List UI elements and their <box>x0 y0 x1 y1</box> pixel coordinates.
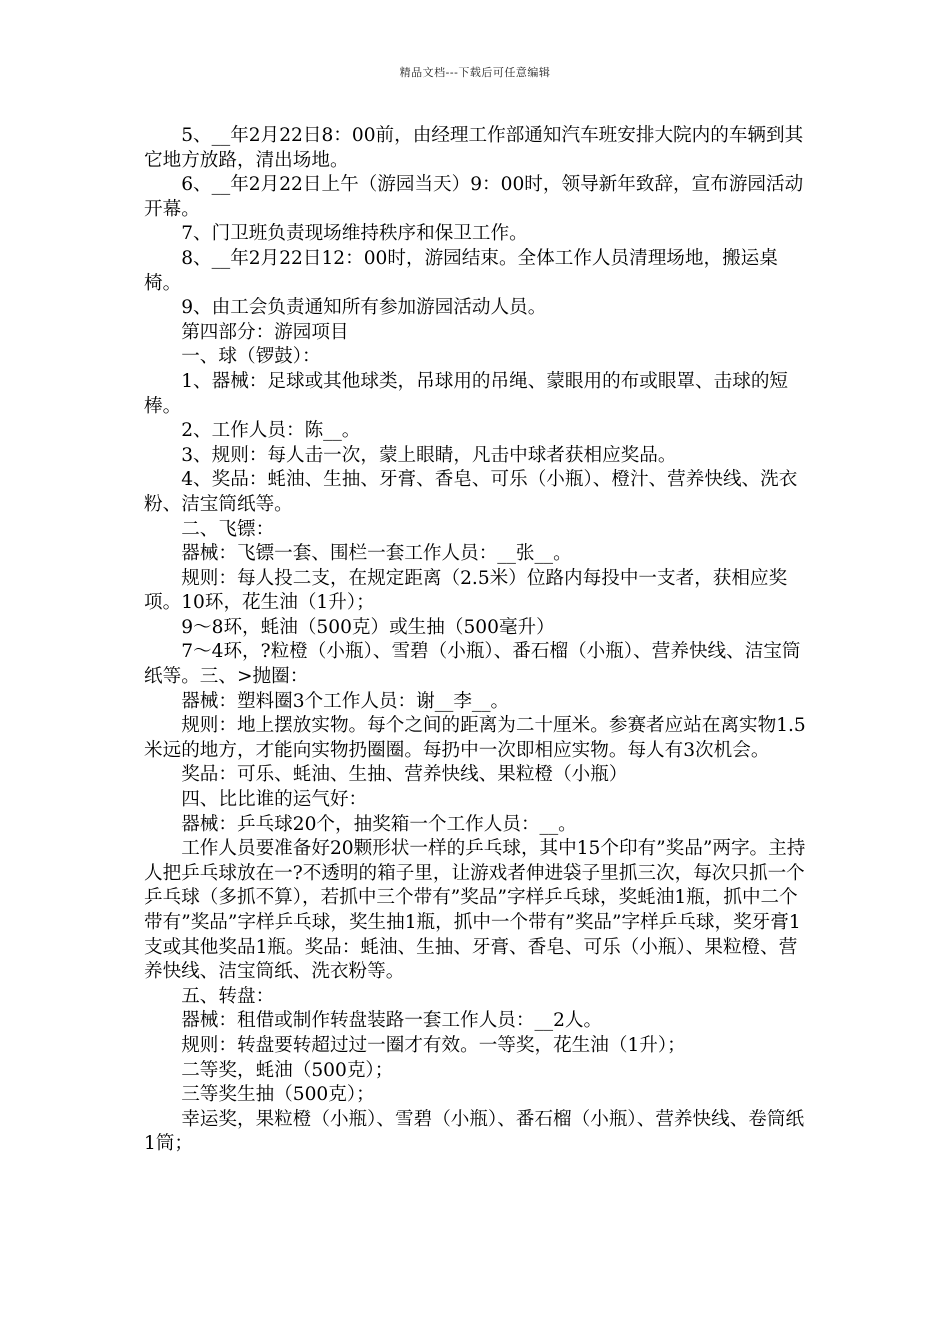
paragraph: 规则：每人投二支，在规定距离（2.5米）位路内每投中一支者，获相应奖项。10环，花生油（1升）； <box>144 567 788 614</box>
item-heading: 二、飞镖： <box>181 518 275 540</box>
paragraph: 7～4环，?粒橙（小瓶）、雪碧（小瓶）、番石榴（小瓶）、营养快线、洁宝筒纸等。三、>抛圈： <box>144 641 801 688</box>
paragraph: 3、规则：每人击一次，蒙上眼睛，凡击中球者获相应奖品。 <box>181 444 677 466</box>
paragraph: 规则：地上摆放实物。每个之间的距离为二十厘米。参赛者应站在离实物1.5米远的地方，才能向实物扔圈圈。每扔中一次即相应实物。每人有3次机会。 <box>144 715 806 761</box>
paragraph: 8、__年2月22日12：00时，游园结束。全体工作人员清理场地，搬运桌椅。 <box>144 247 778 294</box>
page-header: 精品文档---下载后可任意编辑 <box>399 66 551 79</box>
paragraph: 器械：租借或制作转盘装路一套工作人员：__2人。 <box>181 1010 603 1032</box>
item-heading: 四、比比谁的运气好： <box>181 789 368 811</box>
paragraph: 器械：塑料圈3个工作人员：谢__李__。 <box>181 690 510 712</box>
paragraph: 4、奖品：蚝油、生抽、牙膏、香皂、可乐（小瓶）、橙汁、营养快线、洗衣粉、洁宝筒纸等。 <box>144 469 798 515</box>
paragraph: 幸运奖，果粒橙（小瓶）、雪碧（小瓶）、番石榴（小瓶）、营养快线、卷筒纸1筒； <box>144 1108 805 1155</box>
section-heading: 第四部分：游园项目 <box>181 321 349 343</box>
paragraph: 规则：转盘要转超过过一圈才有效。一等奖，花生油（1升）； <box>181 1034 686 1056</box>
paragraph: 9、由工会负责通知所有参加游园活动人员。 <box>181 297 547 319</box>
paragraph: 奖品：可乐、蚝油、生抽、营养快线、果粒橙（小瓶） <box>181 764 628 786</box>
item-heading: 一、球（锣鼓）： <box>181 346 321 368</box>
paragraph: 三等奖生抽（500克）； <box>181 1084 375 1106</box>
paragraph: 器械：飞镖一套、围栏一套工作人员：__张__。 <box>181 543 572 565</box>
paragraph: 6、__年2月22日上午（游园当天）9：00时，领导新年致辞，宣布游园活动开幕。 <box>144 174 804 220</box>
paragraph: 2、工作人员：陈__。 <box>181 420 361 442</box>
paragraph: 7、门卫班负责现场维持秩序和保卫工作。 <box>181 223 528 245</box>
paragraph: 1、器械：足球或其他球类，吊球用的吊绳、蒙眼用的布或眼罩、击球的短棒。 <box>144 370 789 417</box>
item-heading: 五、转盘： <box>181 985 275 1007</box>
document-body <box>144 124 808 1157</box>
paragraph: 二等奖，蚝油（500克）； <box>181 1059 394 1081</box>
paragraph: 工作人员要准备好20颗形状一样的乒乓球，其中15个印有”奖品”两字。主持人把乒乓球放在一?不透明的箱子里，让游戏者伸进袋子里抓三次，每次只抓一个乒乓球（多抓不算），若抓中三个带有”奖品”字样乒乓球，奖蚝油1瓶，抓中二个带有”奖品”字样乒乓球，奖生抽1瓶，抓中一个带有”奖品”字样乒乓球，奖牙膏1支或其他奖品1瓶。奖品：蚝油、生抽、牙膏、香皂、可乐（小瓶）、果粒橙、营养快线、洁宝筒纸、洗衣粉等。 <box>144 838 806 983</box>
paragraph: 9～8环，蚝油（500克）或生抽（500毫升） <box>181 616 555 638</box>
paragraph: 5、__年2月22日8：00前，由经理工作部通知汽车班安排大院内的车辆到其它地方放路，清出场地。 <box>144 125 804 171</box>
paragraph: 器械：乒乓球20个，抽奖箱一个工作人员：__。 <box>181 813 577 835</box>
